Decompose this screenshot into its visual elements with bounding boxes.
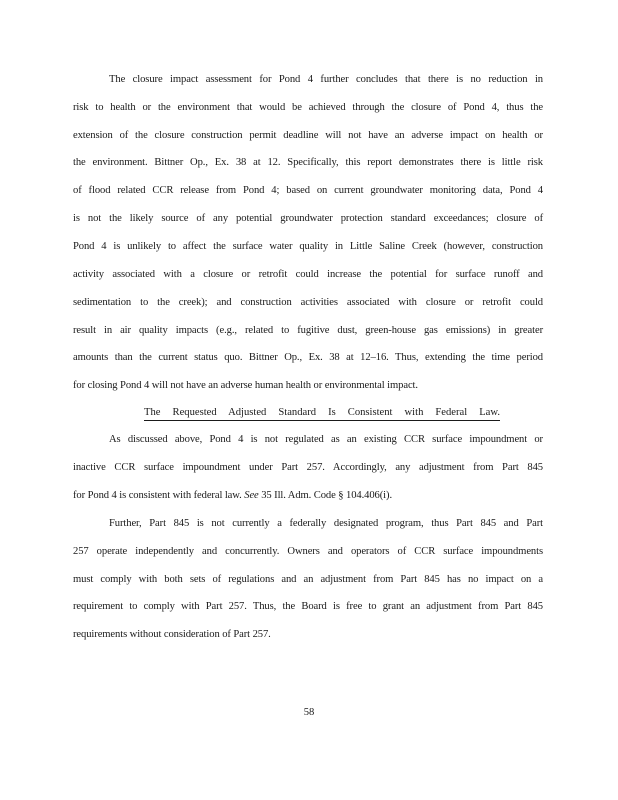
paragraph-line: for closing Pond 4 will not have an adverse human health or environmental impact. (73, 380, 418, 391)
paragraph-line: the environment. Bittner Op., Ex. 38 at 12. Specifically, this report demonstrates there is little risk (73, 157, 543, 168)
paragraph-line: Pond 4 is unlikely to affect the surface water quality in Little Saline Creek (however, construction (73, 241, 543, 252)
paragraph-line: As discussed above, Pond 4 is not regulated as an existing CCR surface impoundment or (109, 434, 543, 445)
paragraph-line (73, 490, 543, 502)
paragraph-line: Further, Part 845 is not currently a federally designated program, thus Part 845 and Part (109, 518, 543, 529)
citation-text: 35 Ill. Adm. Code § 104.406(i). (258, 490, 392, 501)
paragraph-line: of flood related CCR release from Pond 4; based on current groundwater monitoring data, Pond 4 (73, 185, 543, 196)
paragraph-line: must comply with both sets of regulations and an adjustment from Part 845 has no impact on a (73, 574, 543, 585)
paragraph-line: requirement to comply with Part 257. Thus, the Board is free to grant an adjustment from Part 845 (73, 601, 543, 612)
paragraph-text: for Pond 4 is consistent with federal law. (73, 490, 245, 501)
paragraph-line: 257 operate independently and concurrently. Owners and operators of CCR surface impoundments (73, 546, 543, 557)
citation-signal: See (244, 490, 259, 501)
paragraph-line: activity associated with a closure or retrofit could increase the potential for surface runoff and (73, 269, 543, 280)
paragraph-line: is not the likely source of any potential groundwater protection standard exceedances; closure of (73, 213, 543, 224)
paragraph-line: risk to health or the environment that would be achieved through the closure of Pond 4, thus the (73, 102, 543, 113)
paragraph-line: The closure impact assessment for Pond 4 further concludes that there is no reduction in (109, 74, 543, 85)
section-heading: The Requested Adjusted Standard Is Consistent with Federal Law. (144, 407, 500, 421)
paragraph-line: inactive CCR surface impoundment under Part 257. Accordingly, any adjustment from Part 845 (73, 462, 543, 473)
page-number: 58 (303, 707, 315, 718)
paragraph-line: sedimentation to the creek); and construction activities associated with closure or retrofit could (73, 297, 543, 308)
paragraph-line: amounts than the current status quo. Bittner Op., Ex. 38 at 12–16. Thus, extending the time period (73, 352, 543, 363)
paragraph-line: result in air quality impacts (e.g., related to fugitive dust, green-house gas emissions) in greater (73, 325, 543, 336)
paragraph-line: extension of the closure construction permit deadline will not have an adverse impact on health or (73, 130, 543, 141)
paragraph-line: requirements without consideration of Part 257. (73, 629, 271, 640)
